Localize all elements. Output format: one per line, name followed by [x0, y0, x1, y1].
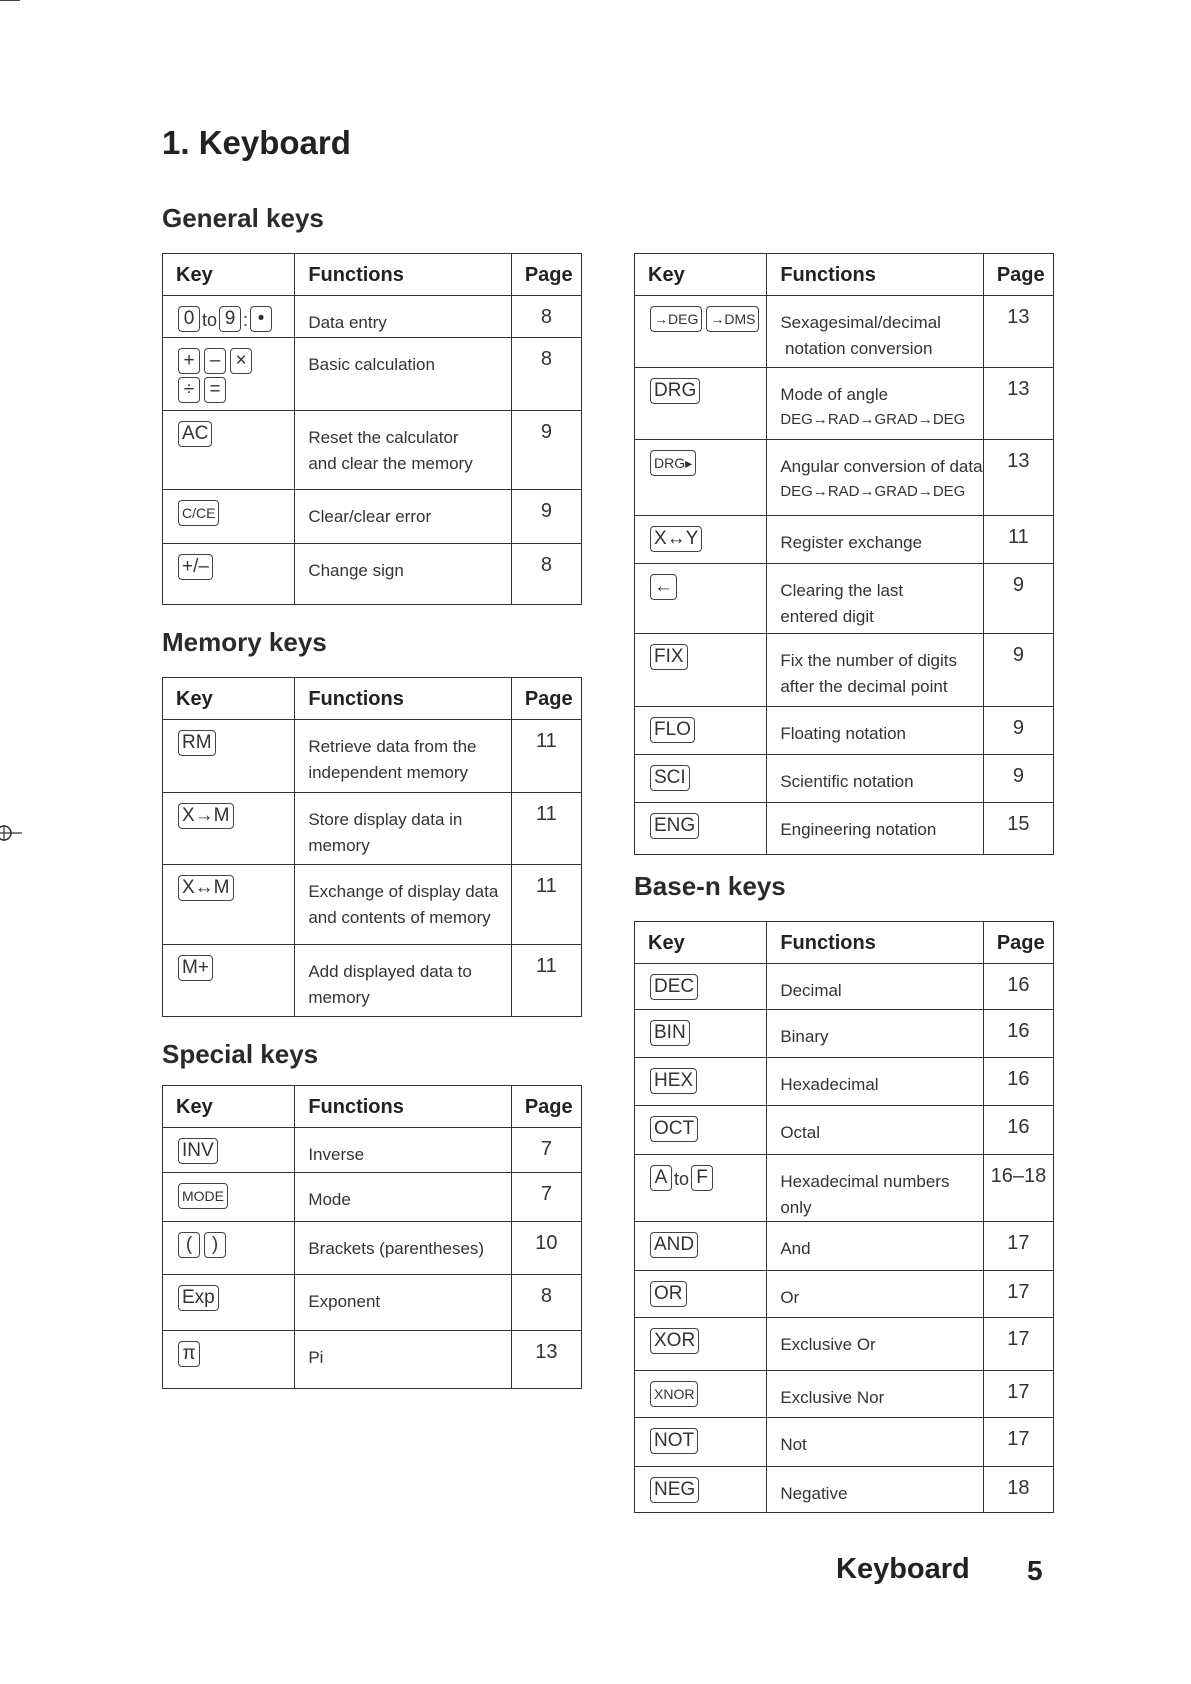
function-text: Hexadecimal numbers only [780, 1172, 950, 1217]
function-cell [767, 1106, 984, 1155]
key-icon: = [204, 377, 226, 403]
table-row [163, 338, 582, 411]
function-cell [295, 793, 512, 865]
function-cell [767, 634, 984, 707]
function-text-line2: after the decimal point [780, 677, 948, 696]
page-cell: 16 [983, 1106, 1053, 1155]
function-text: Angular conversion of data [780, 457, 983, 476]
key-cell [635, 1010, 767, 1058]
key-cell [635, 440, 767, 516]
function-cell [295, 1275, 512, 1331]
function-text: Octal [780, 1123, 820, 1142]
function-cell [767, 516, 984, 564]
function-text: Decimal [780, 981, 842, 1000]
col-header-key: Key [163, 254, 295, 296]
table-row [163, 1331, 582, 1389]
page-cell: 16 [983, 1058, 1053, 1106]
key-cell [163, 490, 295, 544]
function-text: Add displayed data to [308, 962, 472, 981]
key-icon: F [691, 1165, 713, 1191]
function-text: And [780, 1239, 811, 1258]
key-icon: X↔Y [650, 526, 702, 552]
key-cell [635, 1371, 767, 1418]
page-cell: 13 [983, 368, 1053, 440]
page-cell: 16 [983, 964, 1053, 1010]
function-text: Exponent [308, 1292, 381, 1311]
page-cell: 18 [983, 1467, 1053, 1513]
key-icon: C/CE [178, 500, 219, 526]
page-cell: 9 [983, 564, 1053, 634]
key-cell [635, 634, 767, 707]
page-cell: 9 [511, 411, 581, 490]
section-title-general: General keys [162, 203, 324, 233]
section-title-basen: Base-n keys [634, 871, 786, 901]
key-icon: X↔M [178, 875, 234, 901]
key-cell [635, 1467, 767, 1513]
table-row [635, 1467, 1054, 1513]
key-icon: XNOR [650, 1381, 698, 1407]
col-header-key: Key [635, 254, 767, 296]
function-cell [767, 1010, 984, 1058]
key-icon: XOR [650, 1328, 699, 1354]
page-cell: 17 [983, 1271, 1053, 1318]
function-cell [295, 1331, 512, 1389]
function-text: Inverse [308, 1145, 365, 1164]
key-icon: DRG▸ [650, 450, 696, 476]
key-icon: AC [178, 421, 212, 447]
function-cell [295, 720, 512, 793]
page-cell: 13 [983, 440, 1053, 516]
page-cell: 17 [983, 1371, 1053, 1418]
page-cell: 8 [511, 296, 581, 338]
page-cell: 9 [983, 634, 1053, 707]
function-text: Clear/clear error [308, 507, 432, 526]
function-text-line2: memory [308, 836, 370, 855]
key-cell [635, 755, 767, 803]
key-cell [635, 368, 767, 440]
col-header-page: Page [511, 678, 581, 720]
key-icon: FIX [650, 644, 688, 670]
function-text: Sexagesimal/decimal [780, 313, 941, 332]
table-row [163, 490, 582, 544]
memory-keys-table [162, 677, 582, 1017]
function-cell [295, 1128, 512, 1173]
function-text: Exchange of display data [308, 882, 499, 901]
table-row [163, 544, 582, 605]
col-header-page: Page [983, 922, 1053, 964]
key-cell [163, 544, 295, 605]
function-cell [767, 1371, 984, 1418]
function-cell [767, 1318, 984, 1371]
function-cell [767, 440, 984, 516]
table-row [635, 1010, 1054, 1058]
table-row [635, 296, 1054, 368]
function-text-line2: DEG→RAD→GRAD→DEG [780, 411, 966, 428]
function-cell [295, 544, 512, 605]
function-text-line2: independent memory [308, 763, 469, 782]
function-cell [767, 964, 984, 1010]
function-cell [295, 490, 512, 544]
key-cell [163, 1331, 295, 1389]
function-text: Clearing the last [780, 581, 904, 600]
table-row [635, 1318, 1054, 1371]
col-header-functions: Functions [767, 922, 984, 964]
table-row [163, 1275, 582, 1331]
table-row [163, 1173, 582, 1222]
col-header-key: Key [163, 678, 295, 720]
key-icon: AND [650, 1232, 698, 1258]
function-text: Mode [308, 1190, 351, 1209]
table-row [635, 564, 1054, 634]
key-icon: NOT [650, 1428, 698, 1454]
function-text: Data entry [308, 313, 387, 332]
function-cell [295, 945, 512, 1017]
table-row [635, 707, 1054, 755]
key-icon: X→M [178, 803, 234, 829]
function-text-line2: and clear the memory [308, 454, 473, 473]
key-icon: 0 [178, 306, 200, 332]
function-text: Pi [308, 1348, 324, 1367]
key-cell [163, 865, 295, 945]
col-header-key: Key [635, 922, 767, 964]
key-icon: +/– [178, 554, 213, 580]
key-cell [635, 296, 767, 368]
function-cell [295, 411, 512, 490]
function-text: Retrieve data from the [308, 737, 477, 756]
page-cell: 16–18 [983, 1155, 1053, 1222]
function-text: Scientific notation [780, 772, 914, 791]
angle-and-display-keys-table [634, 253, 1054, 855]
table-row [163, 865, 582, 945]
key-icon: • [250, 306, 272, 332]
function-cell [295, 296, 512, 338]
key-cell [635, 803, 767, 855]
function-cell [767, 1467, 984, 1513]
function-cell [767, 1418, 984, 1467]
col-header-functions: Functions [295, 1086, 512, 1128]
table-row [163, 411, 582, 490]
key-icon: π [178, 1341, 200, 1367]
function-cell [767, 368, 984, 440]
table-row [635, 1106, 1054, 1155]
table-row [163, 1128, 582, 1173]
table-row [635, 1155, 1054, 1222]
col-header-page: Page [511, 254, 581, 296]
page-cell: 13 [511, 1331, 581, 1389]
function-text: Engineering notation [780, 820, 937, 839]
function-text: Basic calculation [308, 355, 435, 374]
function-text: Mode of angle [780, 385, 889, 404]
table-row [635, 516, 1054, 564]
table-row [635, 755, 1054, 803]
key-icon: ENG [650, 813, 699, 839]
page-cell: 7 [511, 1128, 581, 1173]
function-text: Exclusive Or [780, 1335, 876, 1354]
table-row [635, 368, 1054, 440]
page-cell: 11 [511, 945, 581, 1017]
general-keys-table [162, 253, 582, 605]
table-row [163, 945, 582, 1017]
col-header-functions: Functions [295, 254, 512, 296]
key-icon: A [650, 1165, 672, 1191]
table-row [163, 720, 582, 793]
function-text-line2: and contents of memory [308, 908, 491, 927]
key-icon: DRG [650, 378, 700, 404]
section-title-memory: Memory keys [162, 627, 327, 657]
table-row [163, 296, 582, 338]
footer-section-title: Keyboard [836, 1553, 970, 1585]
key-icon: 9 [219, 306, 241, 332]
page-cell: 8 [511, 338, 581, 411]
registration-mark-icon [0, 821, 24, 845]
key-icon: OCT [650, 1116, 698, 1142]
key-icon: ( [178, 1232, 200, 1258]
key-cell [635, 564, 767, 634]
page-cell: 16 [983, 1010, 1053, 1058]
table-row [163, 1222, 582, 1275]
page-cell: 9 [983, 755, 1053, 803]
page-cell: 11 [511, 793, 581, 865]
col-header-functions: Functions [767, 254, 984, 296]
key-icon: SCI [650, 765, 690, 791]
function-text: Reset the calculator [308, 428, 459, 447]
function-cell [295, 1222, 512, 1275]
section-title-special: Special keys [162, 1039, 319, 1069]
key-icon: + [178, 348, 200, 374]
function-text: Brackets (parentheses) [308, 1239, 485, 1258]
key-icon: →DMS [706, 306, 759, 332]
key-cell [163, 720, 295, 793]
key-icon: OR [650, 1281, 687, 1307]
key-icon: FLO [650, 717, 695, 743]
page-cell: 13 [983, 296, 1053, 368]
key-icon: INV [178, 1138, 218, 1164]
table-row [635, 1371, 1054, 1418]
key-cell [163, 1275, 295, 1331]
function-text: Exclusive Nor [780, 1388, 885, 1407]
page-cell: 15 [983, 803, 1053, 855]
function-cell [767, 755, 984, 803]
page-cell: 11 [511, 720, 581, 793]
function-cell [767, 1222, 984, 1271]
page-cell: 8 [511, 1275, 581, 1331]
table-row [635, 634, 1054, 707]
key-cell [635, 1318, 767, 1371]
page-cell: 8 [511, 544, 581, 605]
function-text: Store display data in [308, 810, 463, 829]
function-text: Negative [780, 1484, 848, 1503]
key-separator: to [674, 1169, 690, 1189]
page-cell: 17 [983, 1222, 1053, 1271]
function-text-line2: memory [308, 988, 370, 1007]
function-text: Change sign [308, 561, 404, 580]
key-cell [163, 338, 295, 411]
key-cell [635, 1106, 767, 1155]
key-icon: ) [204, 1232, 226, 1258]
function-cell [767, 564, 984, 634]
function-cell [767, 1155, 984, 1222]
special-keys-table [162, 1085, 582, 1389]
function-text: Or [780, 1288, 800, 1307]
page-cell: 9 [511, 490, 581, 544]
page-cell: 10 [511, 1222, 581, 1275]
page-cell: 17 [983, 1318, 1053, 1371]
key-cell [163, 1128, 295, 1173]
key-icon: × [230, 348, 252, 374]
key-icon: HEX [650, 1068, 697, 1094]
function-text-line2: notation conversion [780, 339, 933, 358]
base-n-keys-table [634, 921, 1054, 1513]
key-icon: →DEG [650, 306, 702, 332]
function-text: Binary [780, 1027, 829, 1046]
key-cell [635, 1271, 767, 1318]
page-cell: 11 [511, 865, 581, 945]
key-icon: ÷ [178, 377, 200, 403]
footer-page-number: 5 [1027, 1555, 1043, 1586]
key-cell [163, 1173, 295, 1222]
table-row [635, 964, 1054, 1010]
key-cell [163, 296, 295, 338]
crop-mark [0, 0, 20, 1]
page-cell: 9 [983, 707, 1053, 755]
key-icon: BIN [650, 1020, 690, 1046]
key-cell [635, 1058, 767, 1106]
key-icon: RM [178, 730, 216, 756]
table-row [635, 1418, 1054, 1467]
key-cell [163, 945, 295, 1017]
function-cell [295, 338, 512, 411]
key-icon: NEG [650, 1477, 699, 1503]
function-cell [295, 1173, 512, 1222]
key-icon: MODE [178, 1183, 228, 1209]
key-cell [635, 516, 767, 564]
table-row [635, 1271, 1054, 1318]
page-cell: 17 [983, 1418, 1053, 1467]
key-cell [163, 1222, 295, 1275]
key-icon: ← [650, 574, 677, 600]
page-cell: 7 [511, 1173, 581, 1222]
key-cell [635, 964, 767, 1010]
key-icon: Exp [178, 1285, 219, 1311]
key-cell [635, 707, 767, 755]
key-icon: M+ [178, 955, 213, 981]
function-text: Not [780, 1435, 807, 1454]
key-separator: to [202, 310, 218, 330]
table-row [635, 1222, 1054, 1271]
function-text: Fix the number of digits [780, 651, 958, 670]
function-cell [767, 296, 984, 368]
page-title: 1. Keyboard [162, 124, 351, 161]
key-cell [163, 411, 295, 490]
function-text-line2: DEG→RAD→GRAD→DEG [780, 483, 966, 500]
key-cell [635, 1155, 767, 1222]
table-row [635, 1058, 1054, 1106]
function-text: Floating notation [780, 724, 907, 743]
key-separator: : [243, 310, 249, 330]
key-cell [635, 1222, 767, 1271]
key-icon: DEC [650, 974, 698, 1000]
page-cell: 11 [983, 516, 1053, 564]
function-text-line2: entered digit [780, 607, 874, 626]
table-row [635, 803, 1054, 855]
col-header-functions: Functions [295, 678, 512, 720]
key-cell [163, 793, 295, 865]
function-text: Hexadecimal [780, 1075, 879, 1094]
key-cell [635, 1418, 767, 1467]
function-cell [767, 1271, 984, 1318]
function-cell [767, 803, 984, 855]
function-text: Register exchange [780, 533, 923, 552]
function-cell [295, 865, 512, 945]
function-cell [767, 1058, 984, 1106]
key-icon: – [204, 348, 226, 374]
function-cell [767, 707, 984, 755]
col-header-page: Page [983, 254, 1053, 296]
col-header-page: Page [511, 1086, 581, 1128]
table-row [635, 440, 1054, 516]
col-header-key: Key [163, 1086, 295, 1128]
table-row [163, 793, 582, 865]
